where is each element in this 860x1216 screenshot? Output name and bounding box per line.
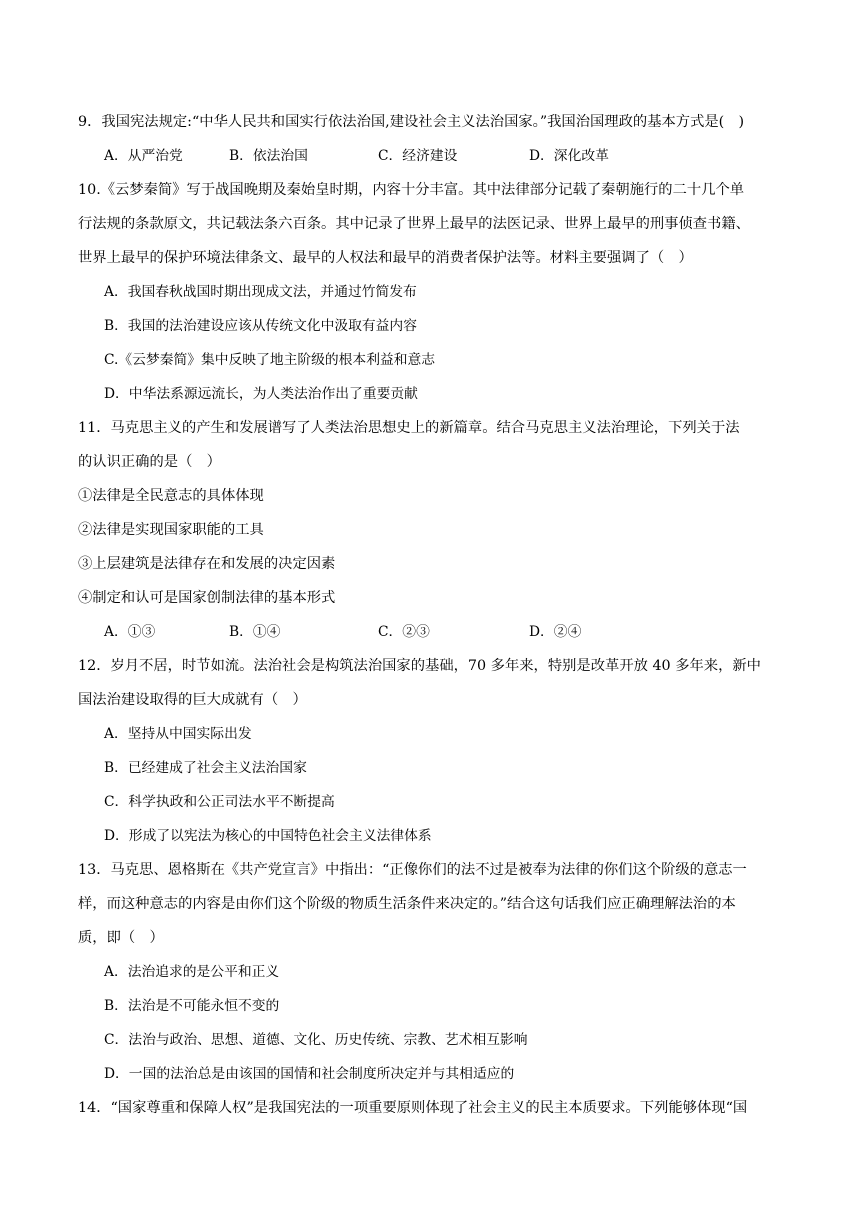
- question-10-option-a: A．我国春秋战国时期出现成文法，并通过竹简发布: [104, 284, 417, 300]
- question-9-stem: 9．我国宪法规定:“中华人民共和国实行依法治国,建设社会主义法治国家。”我国治国理政的基本方式是( ): [78, 114, 745, 130]
- question-11-options: [104, 622, 816, 642]
- question-11-statement-3: ③上层建筑是法律存在和发展的决定因素: [78, 556, 336, 572]
- question-14-stem-line: 14．“国家尊重和保障人权”是我国宪法的一项重要原则体现了社会主义的民主本质要求。下列能够体现“国: [78, 1100, 748, 1116]
- question-13-option-c: C．法治与政治、思想、道德、文化、历史传统、宗教、艺术相互影响: [104, 1032, 528, 1048]
- question-13-stem-line: 质，即（ ）: [78, 930, 164, 946]
- question-9-option-a: A．从严治党: [104, 148, 183, 164]
- question-12-option-b: B．已经建成了社会主义法治国家: [104, 760, 307, 776]
- question-11-statement-2: ②法律是实现国家职能的工具: [78, 522, 264, 538]
- question-11-option-c: C．②③: [378, 624, 430, 640]
- question-10-stem-line: 行法规的条款原文，共记载法条六百条。其中记录了世界上最早的法医记录、世界上最早的刑事侦查书籍、: [78, 216, 750, 232]
- question-11-statement-1: ①法律是全民意志的具体体现: [78, 488, 264, 504]
- question-12-option-a: A．坚持从中国实际出发: [104, 726, 252, 742]
- question-13-option-b: B．法治是不可能永恒不变的: [104, 998, 280, 1014]
- question-10-option-b: B．我国的法治建设应该从传统文化中汲取有益内容: [104, 318, 417, 334]
- question-11-stem-line: 的认识正确的是（ ）: [78, 454, 221, 470]
- question-9-option-d: D．深化改革: [529, 148, 609, 164]
- question-11-option-a: A．①③: [104, 624, 156, 640]
- question-13-option-a: A．法治追求的是公平和正义: [104, 964, 280, 980]
- question-13-stem-line: 13．马克思、恩格斯在《共产党宣言》中指出：“正像你们的法不过是被奉为法律的你们这个阶级的意志一: [78, 862, 747, 878]
- question-11-option-d: D．②④: [529, 624, 582, 640]
- question-12-option-c: C．科学执政和公正司法水平不断提高: [104, 794, 335, 810]
- question-13-option-d: D．一国的法治总是由该国的国情和社会制度所决定并与其相适应的: [104, 1066, 515, 1082]
- question-13-stem-line: 样，而这种意志的内容是由你们这个阶级的物质生活条件来决定的。”结合这句话我们应正确理解法治的本: [78, 896, 736, 912]
- question-10-stem-line: 世界上最早的保护环境法律条文、最早的人权法和最早的消费者保护法等。材料主要强调了（ ）: [78, 250, 693, 266]
- question-10-stem-line: 10.《云梦秦简》写于战国晚期及秦始皇时期，内容十分丰富。其中法律部分记载了秦朝施行的二十几个单: [78, 182, 745, 198]
- question-11-statement-4: ④制定和认可是国家创制法律的基本形式: [78, 590, 336, 606]
- question-12-stem-line: 国法治建设取得的巨大成就有（ ）: [78, 692, 307, 708]
- question-10-option-d: D．中华法系源远流长，为人类法治作出了重要贡献: [104, 386, 418, 402]
- question-9-option-b: B．依法治国: [229, 148, 308, 164]
- question-12-stem-line: 12．岁月不居，时节如流。法治社会是构筑法治国家的基础，70 多年来，特别是改革开放 40 多年来，新中: [78, 658, 761, 674]
- question-11-option-b: B．①④: [229, 624, 281, 640]
- question-9-option-c: C．经济建设: [378, 148, 458, 164]
- question-10-option-c: C.《云梦秦简》集中反映了地主阶级的根本利益和意志: [104, 352, 436, 368]
- question-11-stem-line: 11．马克思主义的产生和发展谱写了人类法治思想史上的新篇章。结合马克思主义法治理论，下列关于法: [78, 420, 740, 436]
- question-9-options: [104, 146, 816, 166]
- question-12-option-d: D．形成了以宪法为核心的中国特色社会主义法律体系: [104, 828, 432, 844]
